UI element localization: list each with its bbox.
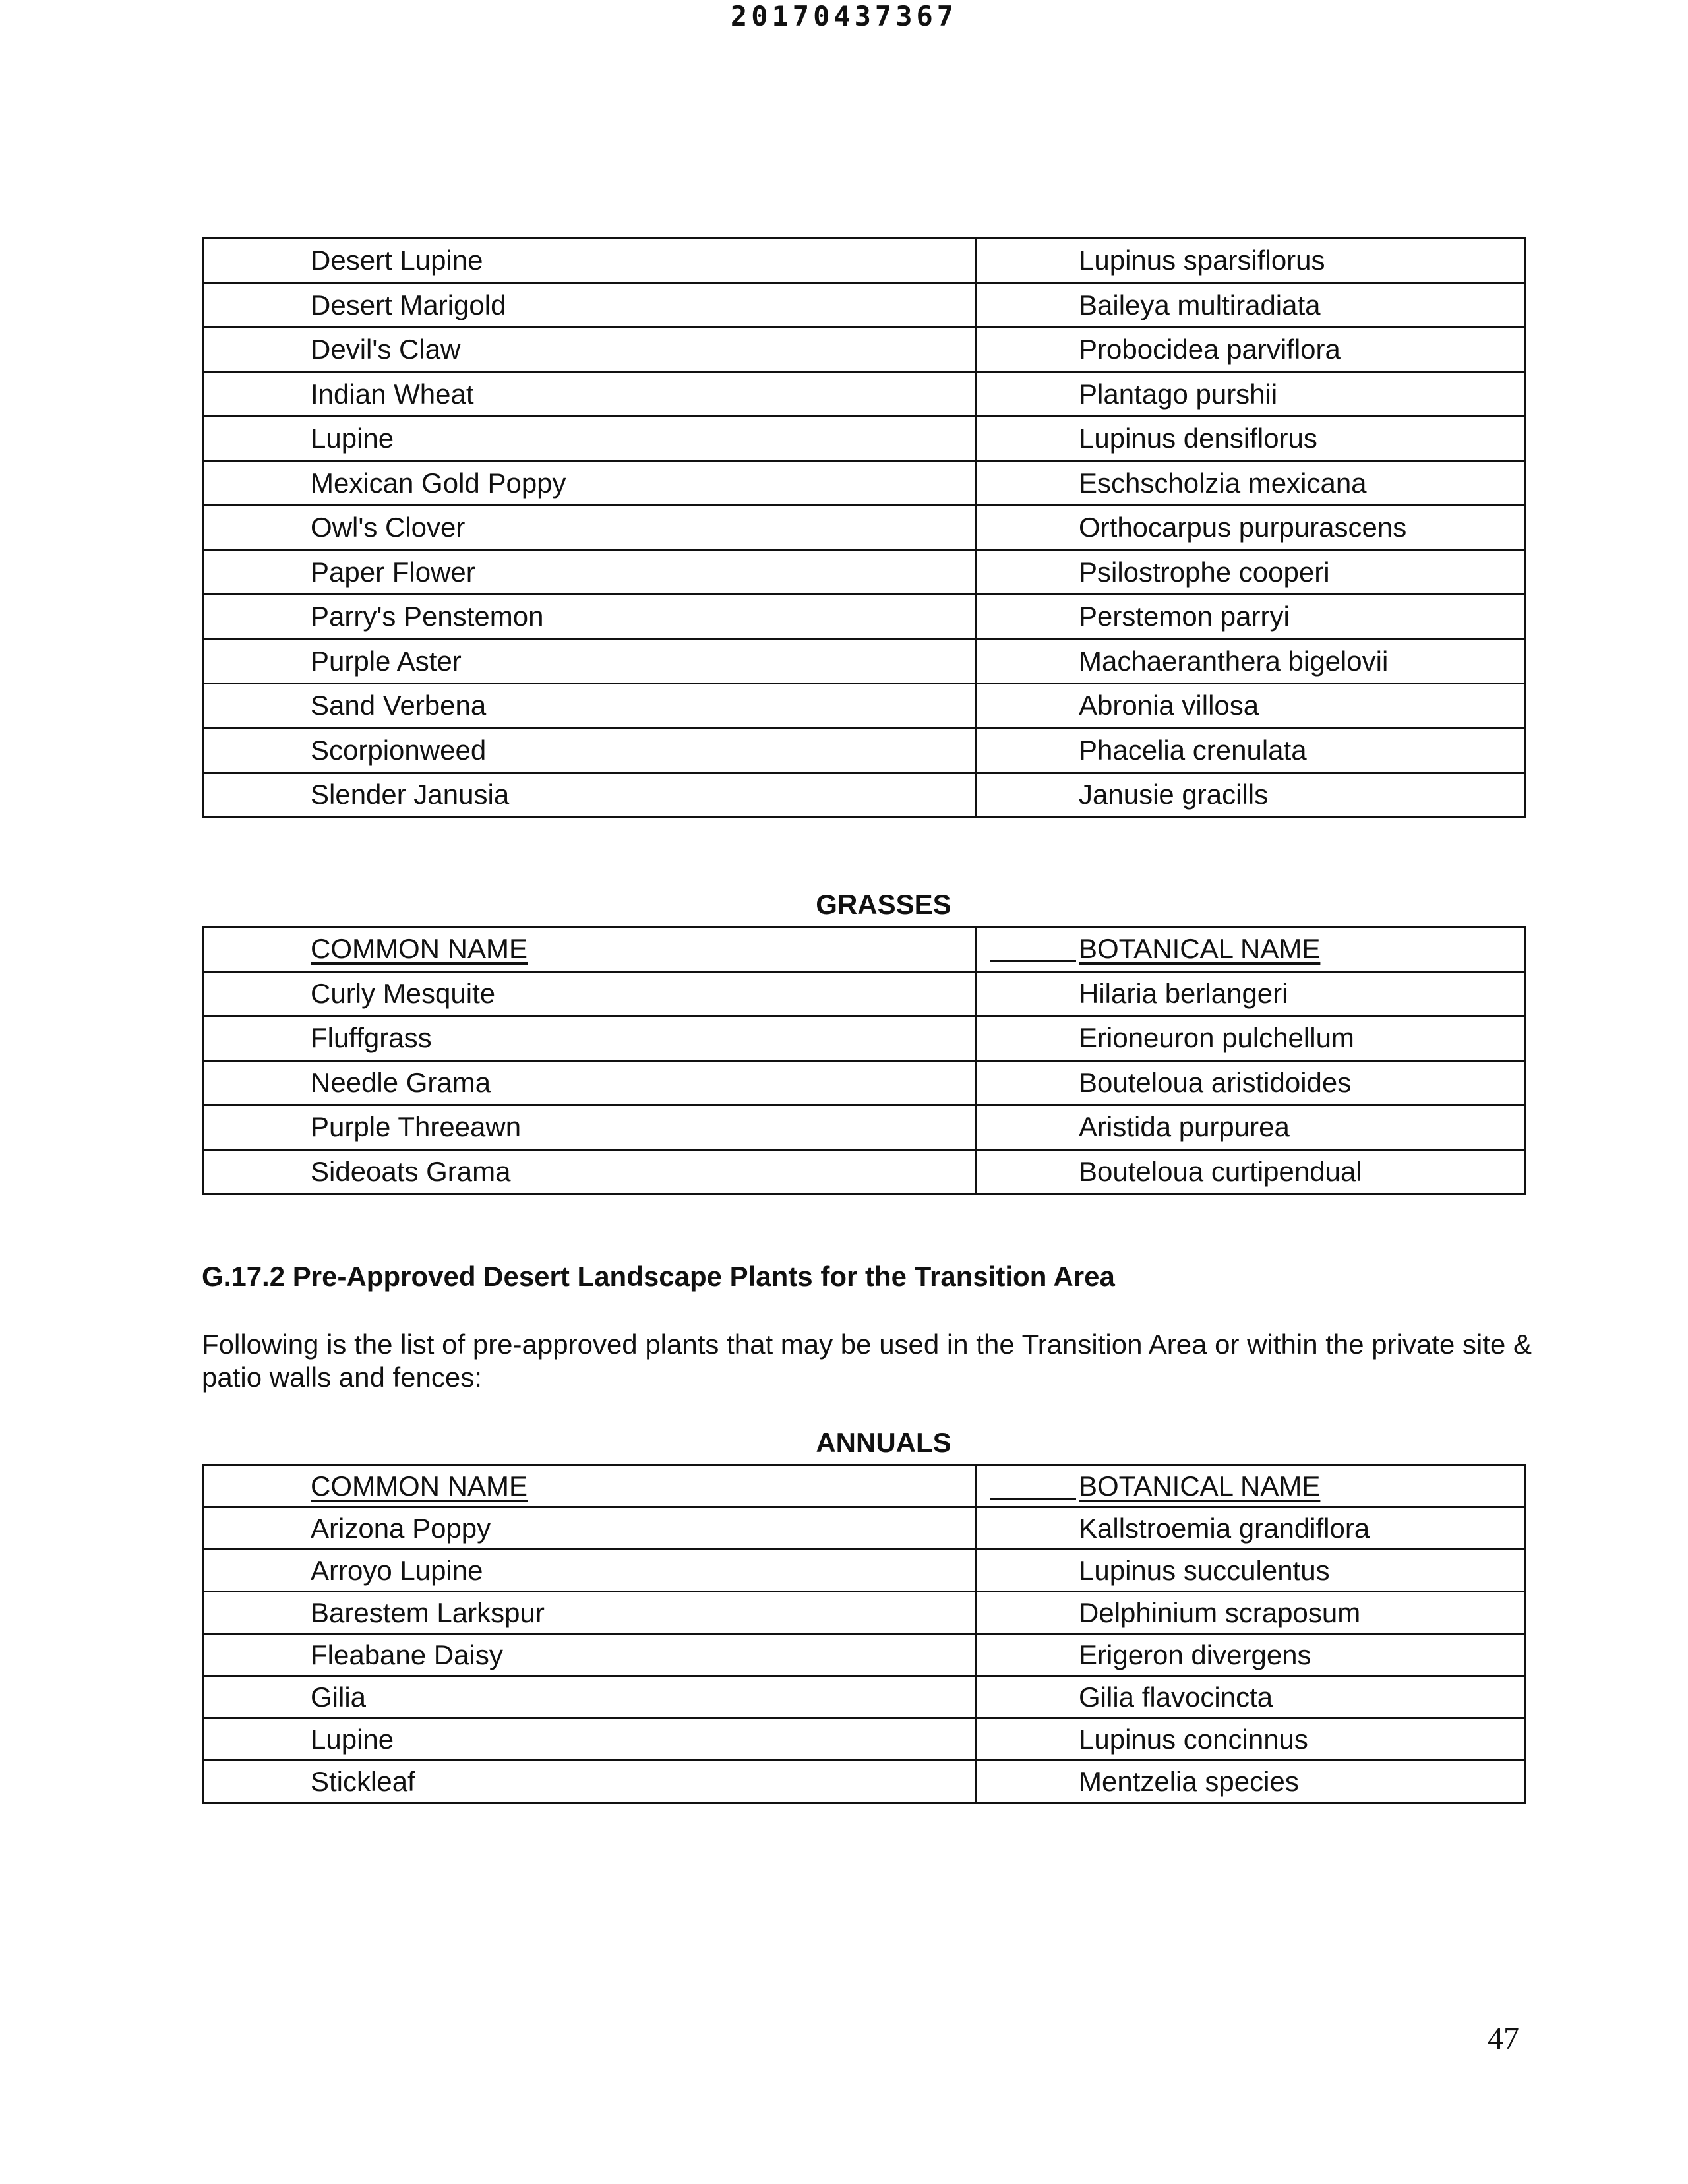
common-name-header-label: COMMON NAME: [311, 1470, 528, 1502]
annuals-table: [202, 1464, 1526, 1804]
common-name-cell: Sideoats Grama: [203, 1149, 977, 1194]
common-name-cell: Paper Flower: [203, 550, 977, 595]
table-row: [203, 1149, 1525, 1194]
botanical-name-cell: Lupinus concinnus: [977, 1718, 1525, 1761]
botanical-name-cell: Gilia flavocincta: [977, 1676, 1525, 1718]
section-heading: G.17.2 Pre-Approved Desert Landscape Plants for the Transition Area: [202, 1261, 1115, 1292]
common-name-cell: Scorpionweed: [203, 728, 977, 773]
common-name-cell: Lupine: [203, 1718, 977, 1761]
common-name-cell: Needle Grama: [203, 1060, 977, 1105]
intro-paragraph: Following is the list of pre-approved plants that may be used in the Transition Area or within the private site & patio walls and fences:: [202, 1329, 1532, 1393]
botanical-name-cell: Erioneuron pulchellum: [977, 1016, 1525, 1061]
table-row: [203, 1507, 1525, 1550]
botanical-name-cell: Psilostrophe cooperi: [977, 550, 1525, 595]
table-row: [203, 283, 1525, 328]
table-row: [203, 639, 1525, 684]
table-row: [203, 1105, 1525, 1150]
botanical-name-cell: Phacelia crenulata: [977, 728, 1525, 773]
common-name-header: [203, 927, 977, 972]
table-row: [203, 595, 1525, 640]
table-row: [203, 1550, 1525, 1592]
botanical-name-cell: Probocidea parviflora: [977, 328, 1525, 373]
botanical-name-header: [977, 927, 1525, 972]
common-name-cell: Lupine: [203, 417, 977, 462]
grasses-title: GRASSES: [816, 889, 951, 920]
common-name-cell: Arizona Poppy: [203, 1507, 977, 1550]
table-row: [203, 971, 1525, 1016]
common-name-cell: Stickleaf: [203, 1761, 977, 1803]
botanical-name-cell: Plantago purshii: [977, 372, 1525, 417]
common-name-cell: Owl's Clover: [203, 506, 977, 551]
botanical-name-cell: Kallstroemia grandiflora: [977, 1507, 1525, 1550]
common-name-cell: Barestem Larkspur: [203, 1592, 977, 1634]
botanical-name-cell: Machaeranthera bigelovii: [977, 639, 1525, 684]
botanical-name-cell: Aristida purpurea: [977, 1105, 1525, 1150]
botanical-name-cell: Mentzelia species: [977, 1761, 1525, 1803]
table-row: [203, 1761, 1525, 1803]
common-name-cell: Fluffgrass: [203, 1016, 977, 1061]
annuals-title: ANNUALS: [816, 1427, 951, 1458]
table-row: [203, 1592, 1525, 1634]
common-name-cell: Gilia: [203, 1676, 977, 1718]
botanical-name-cell: Eschscholzia mexicana: [977, 461, 1525, 506]
common-name-cell: Desert Lupine: [203, 239, 977, 284]
common-name-header: [203, 1465, 977, 1507]
botanical-name-cell: Delphinium scraposum: [977, 1592, 1525, 1634]
common-name-cell: Mexican Gold Poppy: [203, 461, 977, 506]
grasses-table: [202, 926, 1526, 1195]
botanical-name-cell: Abronia villosa: [977, 684, 1525, 729]
common-name-cell: Purple Threeawn: [203, 1105, 977, 1150]
table-row: [203, 328, 1525, 373]
common-name-cell: Indian Wheat: [203, 372, 977, 417]
table-row: [203, 506, 1525, 551]
table-row: [203, 239, 1525, 284]
table-row: [203, 372, 1525, 417]
botanical-name-cell: Janusie gracills: [977, 773, 1525, 818]
table-row: [203, 1016, 1525, 1061]
table-header-row: [203, 1465, 1525, 1507]
table-row: [203, 1634, 1525, 1676]
botanical-name-cell: Perstemon parryi: [977, 595, 1525, 640]
common-name-cell: Devil's Claw: [203, 328, 977, 373]
document-number: 20170437367: [730, 0, 958, 32]
botanical-name-cell: Bouteloua aristidoides: [977, 1060, 1525, 1105]
botanical-name-header: [977, 1465, 1525, 1507]
page-number: 47: [1488, 2021, 1519, 2056]
botanical-name-cell: Bouteloua curtipendual: [977, 1149, 1525, 1194]
table-row: [203, 1060, 1525, 1105]
table-row: [203, 684, 1525, 729]
common-name-cell: Parry's Penstemon: [203, 595, 977, 640]
botanical-name-cell: Erigeron divergens: [977, 1634, 1525, 1676]
botanical-name-cell: Hilaria berlangeri: [977, 971, 1525, 1016]
botanical-name-cell: Orthocarpus purpurascens: [977, 506, 1525, 551]
botanical-name-cell: Baileya multiradiata: [977, 283, 1525, 328]
common-name-cell: Purple Aster: [203, 639, 977, 684]
common-name-cell: Sand Verbena: [203, 684, 977, 729]
annuals-continued-table: [202, 237, 1526, 818]
botanical-name-cell: Lupinus sparsiflorus: [977, 239, 1525, 284]
botanical-name-cell: Lupinus succulentus: [977, 1550, 1525, 1592]
common-name-cell: Curly Mesquite: [203, 971, 977, 1016]
table-row: [203, 773, 1525, 818]
botanical-name-header-label: BOTANICAL NAME: [1079, 933, 1321, 965]
common-name-cell: Fleabane Daisy: [203, 1634, 977, 1676]
common-name-header-label: COMMON NAME: [311, 933, 528, 965]
table-row: [203, 461, 1525, 506]
table-row: [203, 1718, 1525, 1761]
botanical-name-cell: Lupinus densiflorus: [977, 417, 1525, 462]
table-row: [203, 728, 1525, 773]
table-row: [203, 417, 1525, 462]
common-name-cell: Desert Marigold: [203, 283, 977, 328]
table-header-row: [203, 927, 1525, 972]
table-row: [203, 550, 1525, 595]
botanical-name-header-label: BOTANICAL NAME: [1079, 1470, 1321, 1502]
common-name-cell: Slender Janusia: [203, 773, 977, 818]
common-name-cell: Arroyo Lupine: [203, 1550, 977, 1592]
table-row: [203, 1676, 1525, 1718]
